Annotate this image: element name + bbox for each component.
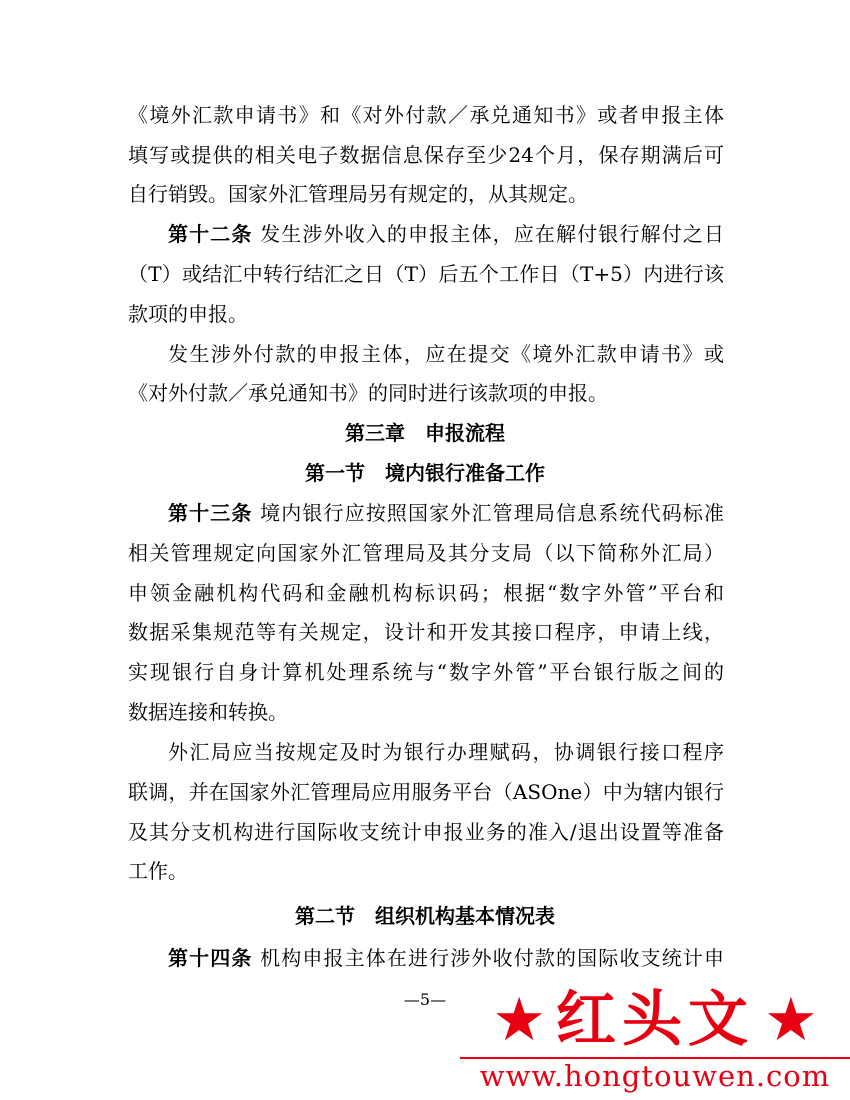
watermark [460,985,850,1095]
paragraph-line: （T）或结汇中转行结汇之日（T）后五个工作日（T+5）内进行该 [128,262,724,286]
paragraph-line: 数据连接和转换。 [128,700,288,724]
watermark-url: www.hongtouwen.com [479,1059,831,1093]
paragraph-line: 联调，并在国家外汇管理局应用服务平台（ASOne）中为辖内银行 [128,780,724,804]
paragraph-line: 款项的申报。 [128,302,248,326]
article-text: 机构申报主体在进行涉外收付款的国际收支统计申 [260,946,725,970]
star-icon: ★ [492,985,546,1055]
paragraph-line: 《对外付款／承兑通知书》的同时进行该款项的申报。 [128,381,608,405]
paragraph-line: 相关管理规定向国家外汇管理局及其分支局（以下简称外汇局） [128,541,724,565]
paragraph-line: 及其分支机构进行国际收支统计申报业务的准入/退出设置等准备 [128,820,724,844]
article-label: 第十四条 [168,946,253,970]
paragraph-line: 发生涉外付款的申报主体，应在提交《境外汇款申请书》或 [168,342,724,366]
paragraph-line: 填写或提供的相关电子数据信息保存至少24个月，保存期满后可 [128,143,724,167]
watermark-title [460,985,850,1055]
star-icon: ★ [764,985,818,1055]
article-14-first-line [168,944,724,972]
article-label: 第十二条 [168,222,253,246]
paragraph-line: 外汇局应当按规定及时为银行办理赋码，协调银行接口程序 [168,740,724,764]
article-text: 境内银行应按照国家外汇管理局信息系统代码标准 [260,501,725,525]
paragraph-line: 《境外汇款申请书》和《对外付款／承兑通知书》或者申报主体 [128,103,724,127]
chapter-heading: 第三章 申报流程 [345,421,505,445]
watermark-text: 红头文 [556,985,754,1055]
article-text: 发生涉外收入的申报主体，应在解付银行解付之日 [260,222,725,246]
article-12-first-line [168,220,724,248]
section-heading: 第一节 境内银行准备工作 [305,461,545,485]
paragraph-line: 工作。 [128,859,188,883]
paragraph-line: 自行销毁。国家外汇管理局另有规定的，从其规定。 [128,182,588,206]
article-13-first-line [168,499,724,527]
paragraph-line: 实现银行自身计算机处理系统与“数字外管”平台银行版之间的 [128,660,724,684]
paragraph-line: 申领金融机构代码和金融机构标识码；根据“数字外管”平台和 [128,581,724,605]
paragraph-line: 数据采集规范等有关规定，设计和开发其接口程序，申请上线， [128,620,724,644]
article-label: 第十三条 [168,501,253,525]
page-number: —5— [403,990,447,1009]
section-heading: 第二节 组织机构基本情况表 [295,904,555,928]
